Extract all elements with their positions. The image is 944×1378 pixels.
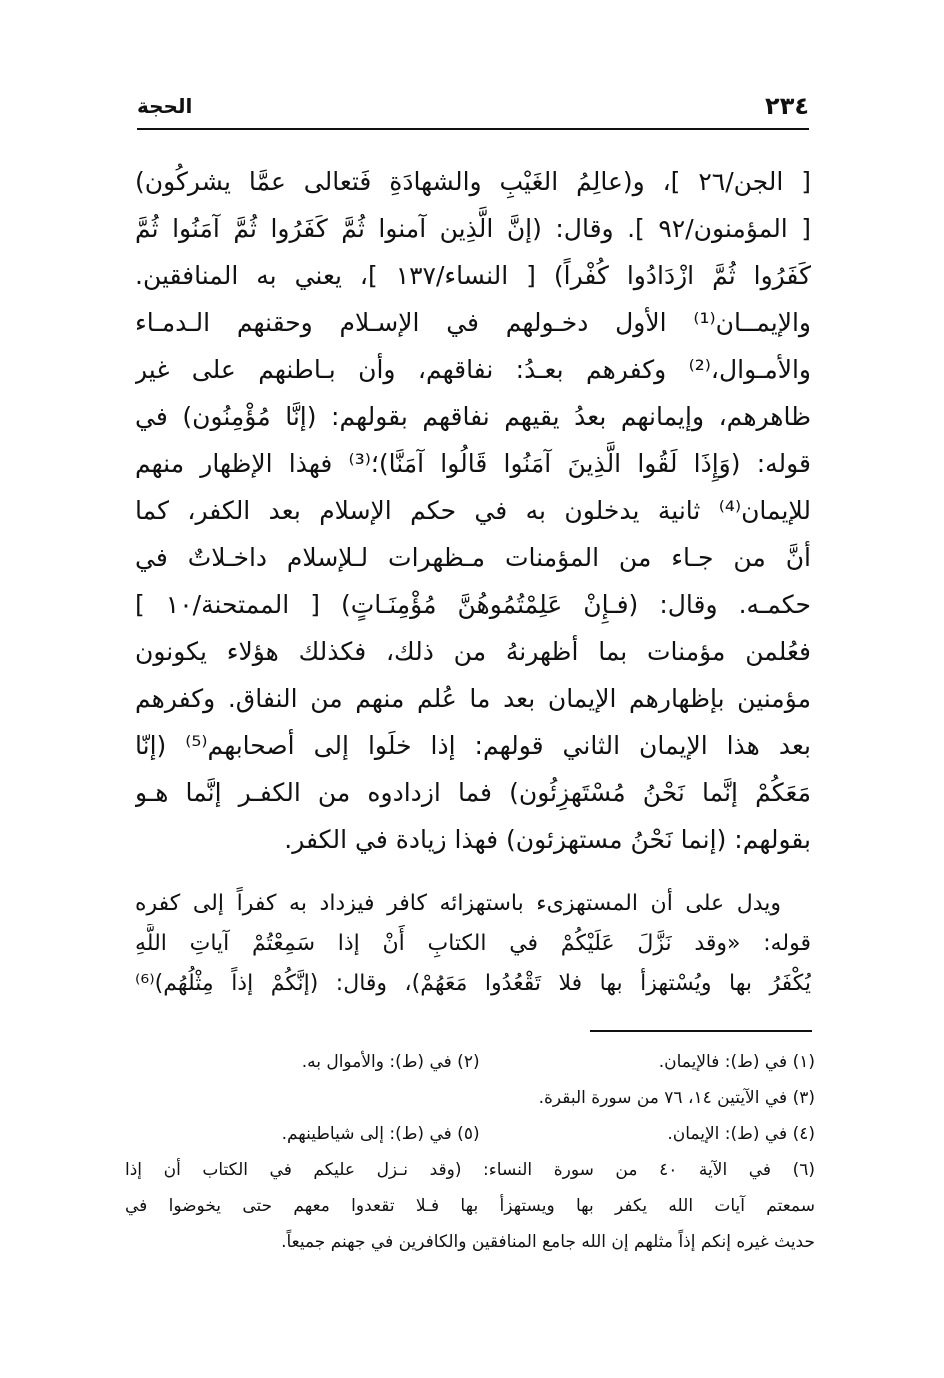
- text-line: [ الجن/٢٦ ]، و(عالِمُ الغَيْبِ والشهادَةِ فَتعالى عمَّا يشركُون): [135, 167, 811, 196]
- text-line: قوله: (وَإِذَا لَقُوا الَّذِينَ آمَنُوا قَالُوا آمَنَّا)؛⁽³⁾ فهذا الإظهار منهم: [135, 449, 811, 478]
- text-line: يُكْفَرُ بها ويُسْتهزأ بها فلا تَقْعُدُوا مَعَهُمْ)، وقال: (إنَّكُمْ إذاً مِثْلُهُم)⁽⁶⁾: [135, 971, 811, 996]
- second-paragraph: [135, 884, 811, 1004]
- text-line: مؤمنين بإظهارهم الإيمان بعد ما عُلم منهم من النفاق. وكفرهم: [135, 684, 811, 713]
- footnotes: [125, 1044, 815, 1260]
- text-line: حكمـه. وقال: (فـإِنْ عَلِمْتُمُوهُنَّ مُؤْمِنَـاتٍ) [ الممتحنة/١٠ ]: [135, 590, 811, 619]
- page-number: ٢٣٤: [765, 92, 809, 120]
- text-line: ظاهرهم، وإيمانهم بعدُ يقيهم نفاقهم بقولهم: (إنَّا مُؤْمِنُون) في: [135, 402, 811, 431]
- text-line: والإيمــان⁽¹⁾ الأول دخـولهم في الإسـلام وحقنهم الـدمـاء: [135, 308, 811, 337]
- footnote-3: (٣) في الآيتين ١٤، ٧٦ من سورة البقرة.: [538, 1088, 815, 1108]
- footnote-6-continuation: سمعتم آيات الله يكفر بها ويستهزأ بها فـلا تقعدوا معهم حتى يخوضوا في: [125, 1196, 815, 1216]
- text-line: فعُلمن مؤمنات بما أظهرنهُ من ذلك، فكذلك هؤلاء يكونون: [135, 637, 811, 666]
- text-line: ويدل على أن المستهزىء باستهزائه كافر فيزداد به كفراً إلى كفره: [135, 891, 781, 916]
- footnote-divider: [590, 1030, 812, 1032]
- text-line: للإيمان⁽⁴⁾ ثانية يدخلون به في حكم الإسلام بعد الكفر، كما: [135, 496, 811, 525]
- running-title: الحجة: [137, 94, 193, 118]
- text-line: كَفَرُوا ثُمَّ ازْدَادُوا كُفْراً) [ النساء/١٣٧ ]، يعني به المنافقين.: [135, 261, 811, 290]
- footnote-5: (٥) في (ط): إلى شياطينهم.: [281, 1124, 480, 1144]
- text-line: بقولهم: (إنما نَحْنُ مستهزئون) فهذا زيادة في الكفر.: [284, 825, 811, 854]
- footnote-1: (١) في (ط): فالإيمان.: [658, 1052, 815, 1072]
- text-line: مَعَكُمْ إنَّما نَحْنُ مُسْتَهزِئُون) فما ازدادوه من الكفـر إنَّما هـو: [135, 778, 811, 807]
- text-line: بعد هذا الإيمان الثاني قولهم: إذا خلَوا إلى أصحابهم⁽⁵⁾ (إنّا: [135, 731, 811, 760]
- footnote-6: (٦) في الآية ٤٠ من سورة النساء: (وقد نـزل عليكم في الكتاب أن إذا: [125, 1160, 815, 1180]
- footnote-4: (٤) في (ط): الإيمان.: [667, 1124, 815, 1144]
- footnote-row: [125, 1080, 815, 1116]
- main-paragraph: [135, 158, 811, 863]
- text-line: [ المؤمنون/٩٢ ]. وقال: (إنَّ الَّذِين آمنوا ثُمَّ كَفَرُوا ثُمَّ آمَنُوا ثُمَّ: [135, 214, 811, 243]
- text-line: أنَّ من جـاء من المؤمنات مـظهرات لـلإسلام داخـلاتٌ في: [135, 543, 811, 572]
- text-line: قوله: «وقد نَزَّلَ عَلَيْكُمْ في الكتابِ أَنْ إذا سَمِعْتُمْ آياتِ اللَّهِ: [135, 931, 811, 956]
- footnote-2: (٢) في (ط): والأموال به.: [301, 1052, 480, 1072]
- text-line: والأمـوال،⁽²⁾ وكفرهم بعـدُ: نفاقهم، وأن بـاطنهم على غير: [135, 355, 811, 384]
- footnote-row: [125, 1116, 815, 1152]
- page-header: [137, 92, 809, 130]
- footnote-row: [125, 1044, 815, 1080]
- footnote-6-continuation: حديث غيره إنكم إذاً مثلهم إن الله جامع المنافقين والكافرين في جهنم جميعاً.: [281, 1232, 815, 1252]
